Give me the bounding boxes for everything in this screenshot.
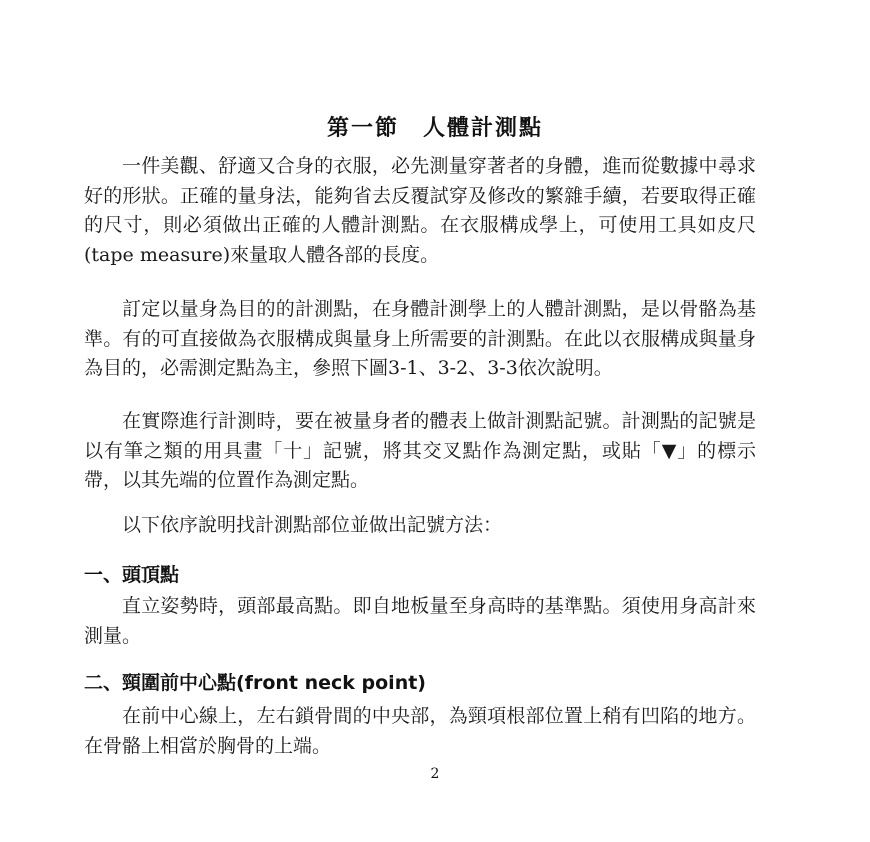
section-body-front-neck: 在前中心線上，左右鎖骨間的中央部，為頸項根部位置上稍有凹陷的地方。在骨骼上相當於胸骨的上端。 xyxy=(84,705,756,757)
paragraph-lead-in: 以下依序說明找計測點部位並做出記號方法： xyxy=(122,514,503,536)
paragraph-marking: 在實際進行計測時，要在被量身者的體表上做計測點記號。計測點的記號是以有筆之類的用具畫「十」記號，將其交叉點作為測定點，或貼「▼」的標示帶，以其先端的位置作為測定點。 xyxy=(84,410,756,491)
section-heading-head-top: 一、頭頂點 xyxy=(84,564,180,586)
chapter-title: 第一節 人體計測點 xyxy=(326,114,543,141)
section-heading-front-neck: 二、頸圍前中心點(front neck point) xyxy=(84,672,426,694)
paragraph-intro: 一件美觀、舒適又合身的衣服，必先測量穿著者的身體，進而從數據中尋求好的形狀。正確的量身法，能夠省去反覆試穿及修改的繁雜手續，若要取得正確的尺寸，則必須做出正確的人體計測點。在衣服構成學上，可使用工具如皮尺(tape measure)來量取人體各部的長度。 xyxy=(84,155,756,266)
section-body-head-top: 直立姿勢時，頭部最高點。即自地板量至身高時的基準點。須使用身高計來測量。 xyxy=(84,595,756,647)
paragraph-landmarks: 訂定以量身為目的的計測點，在身體計測學上的人體計測點，是以骨骼為基準。有的可直接做為衣服構成與量身上所需要的計測點。在此以衣服構成與量身為目的，必需測定點為主，參照下圖3-1、3-2、3-3依次說明。 xyxy=(84,298,756,379)
page-number: 2 xyxy=(430,766,440,782)
